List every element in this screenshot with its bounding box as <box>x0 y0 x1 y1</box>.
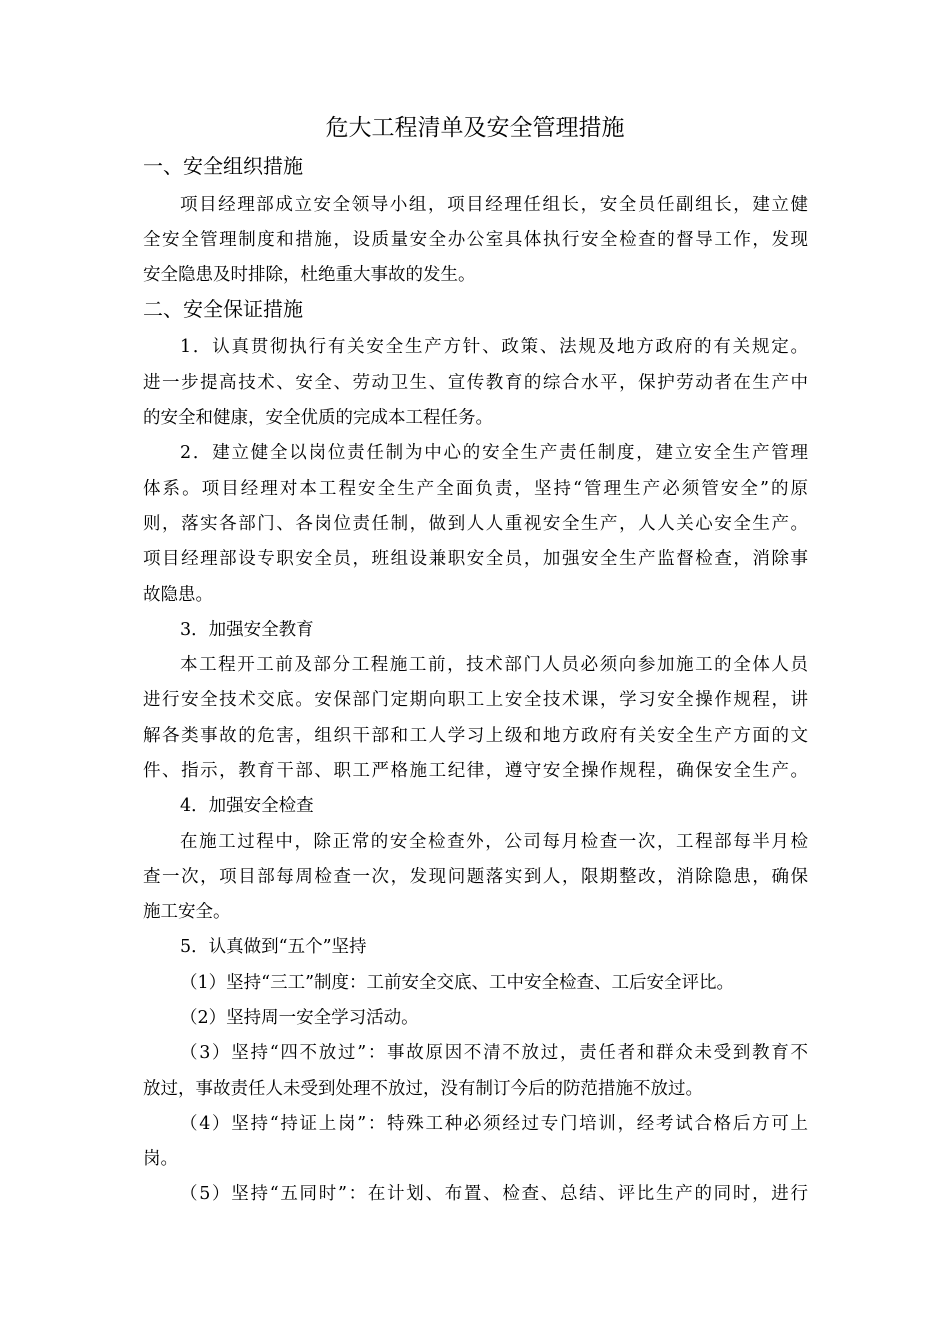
paragraph-line: 故隐患。 <box>143 585 213 605</box>
paragraph-line: 2．建立健全以岗位责任制为中心的安全生产责任制度，建立安全生产管理 <box>180 443 808 463</box>
paragraph-line: 的安全和健康，安全优质的完成本工程任务。 <box>143 408 493 428</box>
document-title: 危大工程清单及安全管理措施 <box>325 115 625 141</box>
paragraph-line: 在施工过程中，除正常的安全检查外，公司每月检查一次，工程部每半月检 <box>180 832 808 852</box>
subheading-five-persist: 5．认真做到“五个”坚持 <box>180 937 367 957</box>
paragraph-line: 查一次，项目部每周检查一次，发现问题落实到人，限期整改，消除隐患，确保 <box>143 867 808 887</box>
list-item: （1）坚持“三工”制度：工前安全交底、工中安全检查、工后安全评比。 <box>180 973 735 993</box>
paragraph-line: 施工安全。 <box>143 902 231 922</box>
paragraph-line: 全安全管理制度和措施，设质量安全办公室具体执行安全检查的督导工作，发现 <box>143 230 808 250</box>
paragraph-line: 项目经理部设专职安全员，班组设兼职安全员，加强安全生产监督检查，消除事 <box>143 549 808 569</box>
section-heading-guarantee: 二、安全保证措施 <box>143 297 303 321</box>
subheading-inspection: 4．加强安全检查 <box>180 796 314 816</box>
paragraph-line: 项目经理部成立安全领导小组，项目经理任组长，安全员任副组长，建立健 <box>180 195 808 215</box>
list-item: （2）坚持周一安全学习活动。 <box>180 1008 419 1028</box>
paragraph-line: 安全隐患及时排除，杜绝重大事故的发生。 <box>143 265 476 285</box>
subheading-education: 3．加强安全教育 <box>180 620 314 640</box>
paragraph-line: 件、指示，教育干部、职工严格施工纪律，遵守安全操作规程，确保安全生产。 <box>143 761 808 781</box>
paragraph-line: 体系。项目经理对本工程安全生产全面负责，坚持“管理生产必须管安全”的原 <box>143 479 808 499</box>
paragraph-line: 1．认真贯彻执行有关安全生产方针、政策、法规及地方政府的有关规定。 <box>180 337 808 357</box>
section-heading-organization: 一、安全组织措施 <box>143 154 303 178</box>
paragraph-line: 本工程开工前及部分工程施工前，技术部门人员必须向参加施工的全体人员 <box>180 655 808 675</box>
list-item: （4）坚持“持证上岗”：特殊工种必须经过专门培训，经考试合格后方可上 <box>180 1114 808 1134</box>
list-item: （3）坚持“四不放过”：事故原因不清不放过，责任者和群众未受到教育不 <box>180 1043 808 1063</box>
paragraph-line: 进一步提高技术、安全、劳动卫生、宣传教育的综合水平，保护劳动者在生产中 <box>143 373 808 393</box>
paragraph-line: 放过，事故责任人未受到处理不放过，没有制订今后的防范措施不放过。 <box>143 1079 703 1099</box>
paragraph-line: 解各类事故的危害，组织干部和工人学习上级和地方政府有关安全生产方面的文 <box>143 726 808 746</box>
paragraph-line: 进行安全技术交底。安保部门定期向职工上安全技术课，学习安全操作规程，讲 <box>143 690 808 710</box>
paragraph-line: 则，落实各部门、各岗位责任制，做到人人重视安全生产，人人关心安全生产。 <box>143 514 808 534</box>
paragraph-line: 岗。 <box>143 1149 178 1169</box>
list-item: （5）坚持“五同时”：在计划、布置、检查、总结、评比生产的同时，进行 <box>180 1184 808 1204</box>
